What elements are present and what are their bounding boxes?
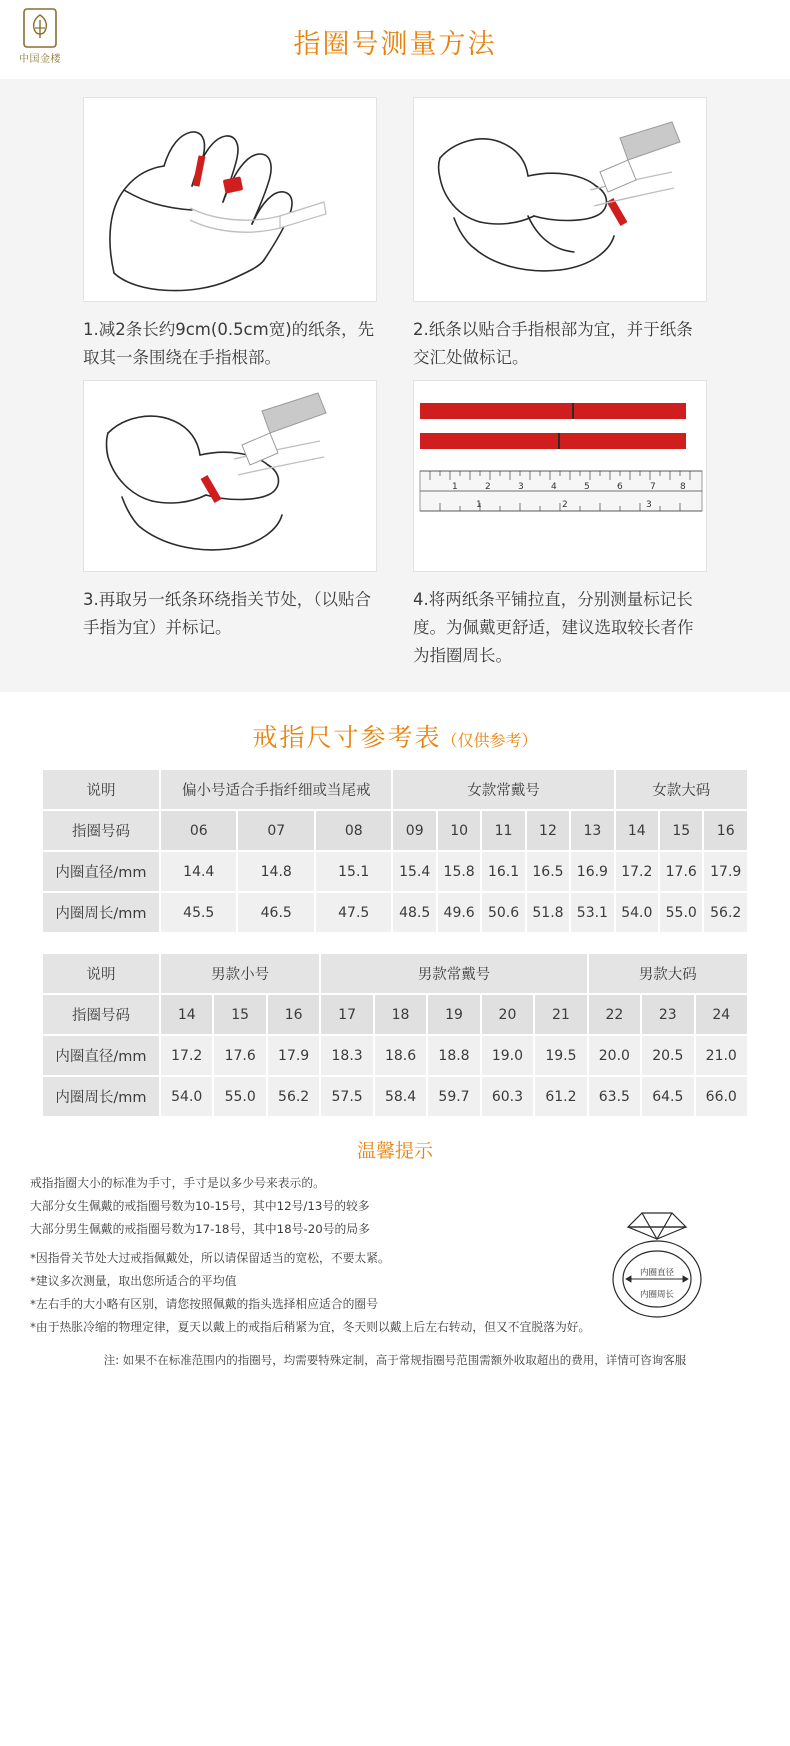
step-4-text: 4.将两纸条平铺拉直，分别测量标记长度。为佩戴更舒适，建议选取较长者作为指圈周长。 [413,590,694,665]
cell: 47.5 [315,892,393,933]
table-row [42,851,748,892]
size-table-title [0,692,790,768]
cell: 48.5 [392,892,436,933]
size-table-title-main: 戒指尺寸参考表 [252,723,442,752]
cell: 10 [437,810,481,851]
tip-line: *建议多次测量，取出您所适合的平均值 [30,1274,237,1288]
women-size-table [41,768,749,934]
cell: 15 [659,810,703,851]
cell: 18.8 [427,1035,480,1076]
cell: 55.0 [213,1076,266,1117]
cell: 59.7 [427,1076,480,1117]
cell: 66.0 [695,1076,748,1117]
cell: 49.6 [437,892,481,933]
table-row [42,1035,748,1076]
cell: 22 [588,994,641,1035]
tip-line: 大部分女生佩戴的戒指圈号数为10-15号，其中12号/13号的较多 [30,1199,370,1213]
svg-text:1: 1 [452,482,458,492]
steps-section [0,79,790,692]
step-3-text: 3.再取另一纸条环绕指关节处，（以贴合手指为宜）并标记。 [83,590,371,637]
footnote: 注: 如果不在标准范围内的指圈号，均需要特殊定制，高于常规指圈号范围需额外收取超出的费用，详情可咨询客服 [103,1353,687,1367]
cell: 16.9 [570,851,614,892]
inner-diameter-label: 内圈直径 [639,1268,675,1278]
cell: 18.6 [374,1035,427,1076]
size-table-title-sub: （仅供参考） [441,731,538,750]
women-table-label-col: 说明 [42,769,160,810]
cell: 17.2 [160,1035,213,1076]
cell: 08 [315,810,393,851]
cell: 20.0 [588,1035,641,1076]
svg-text:4: 4 [551,482,557,492]
cell: 17.6 [213,1035,266,1076]
cell: 17.9 [267,1035,320,1076]
step-3-illustration [83,380,377,572]
cell: 15.8 [437,851,481,892]
cell: 57.5 [320,1076,373,1117]
step-4 [395,380,725,678]
cell: 55.0 [659,892,703,933]
svg-text:2: 2 [562,500,568,510]
cell: 17 [320,994,373,1035]
svg-text:3: 3 [646,500,652,510]
cell: 24 [695,994,748,1035]
cell: 15 [213,994,266,1035]
cell: 16.1 [481,851,525,892]
cell: 20.5 [641,1035,694,1076]
cell: 19.5 [534,1035,587,1076]
step-1 [65,97,395,380]
page-title: 指圈号测量方法 [293,29,497,60]
cell: 14.4 [160,851,237,892]
cell: 14.8 [237,851,314,892]
svg-text:7: 7 [650,482,656,492]
cell: 19 [427,994,480,1035]
cell: 56.2 [267,1076,320,1117]
table-row [42,953,748,994]
cell: 21.0 [695,1035,748,1076]
cell: 46.5 [237,892,314,933]
men-row-0-label: 指圈号码 [42,994,160,1035]
cell: 19.0 [481,1035,534,1076]
step-4-illustration [413,380,707,572]
cell: 64.5 [641,1076,694,1117]
cell: 06 [160,810,237,851]
men-table-label-col: 说明 [42,953,160,994]
table-row [42,994,748,1035]
step-1-illustration [83,97,377,302]
brand-name: 中国金楼 [19,54,61,65]
tip-line: 大部分男生佩戴的戒指圈号数为17-18号，其中18号-20号的局多 [30,1222,370,1236]
table-row [42,810,748,851]
cell: 18.3 [320,1035,373,1076]
cell: 20 [481,994,534,1035]
cell: 58.4 [374,1076,427,1117]
cell: 17.2 [615,851,659,892]
tip-line: *左右手的大小略有区别，请您按照佩戴的指头选择相应适合的圈号 [30,1297,379,1311]
women-group-large: 女款大码 [615,769,748,810]
cell: 13 [570,810,614,851]
women-row-0-label: 指圈号码 [42,810,160,851]
cell: 14 [160,994,213,1035]
women-row-2-label: 内圈周长/mm [42,892,160,933]
svg-text:6: 6 [617,482,623,492]
tip-line: *因指骨关节处大过戒指佩戴处，所以请保留适当的宽松，不要太紧。 [30,1251,390,1265]
cell: 56.2 [703,892,748,933]
cell: 54.0 [615,892,659,933]
men-size-table [41,952,749,1118]
cell: 54.0 [160,1076,213,1117]
cell: 23 [641,994,694,1035]
cell: 17.9 [703,851,748,892]
cell: 15.4 [392,851,436,892]
men-group-large: 男款大码 [588,953,748,994]
cell: 07 [237,810,314,851]
tips-section [30,1173,760,1338]
svg-text:2: 2 [485,482,491,492]
step-2-illustration [413,97,707,302]
table-row [42,892,748,933]
men-row-1-label: 内圈直径/mm [42,1035,160,1076]
tip-line: 戒指指圈大小的标准为手寸，手寸是以多少号来表示的。 [30,1176,325,1190]
cell: 21 [534,994,587,1035]
svg-text:3: 3 [518,482,524,492]
women-group-small: 偏小号适合手指纤细或当尾戒 [160,769,392,810]
cell: 61.2 [534,1076,587,1117]
cell: 63.5 [588,1076,641,1117]
cell: 15.1 [315,851,393,892]
brand-logo [10,8,70,65]
step-1-text: 1.减2条长约9cm(0.5cm宽)的纸条，先取其一条围绕在手指根部。 [83,320,375,367]
svg-text:5: 5 [584,482,590,492]
ring-diagram-icon [576,1209,726,1325]
tip-line: *由于热胀冷缩的物理定律，夏天以戴上的戒指后稍紧为宜，冬天则以戴上后左右转动，但又不宜脱落为好。 [30,1320,591,1334]
women-row-1-label: 内圈直径/mm [42,851,160,892]
cell: 45.5 [160,892,237,933]
cell: 50.6 [481,892,525,933]
cell: 09 [392,810,436,851]
cell: 18 [374,994,427,1035]
men-row-2-label: 内圈周长/mm [42,1076,160,1117]
cell: 51.8 [526,892,570,933]
svg-text:8: 8 [680,482,686,492]
cell: 53.1 [570,892,614,933]
women-group-regular: 女款常戴号 [392,769,614,810]
cell: 16.5 [526,851,570,892]
cell: 11 [481,810,525,851]
step-2 [395,97,725,380]
brand-logo-icon [23,8,57,48]
cell: 16 [703,810,748,851]
inner-circumference-label: 内圈周长 [639,1290,675,1300]
table-row [42,769,748,810]
men-group-small: 男款小号 [160,953,320,994]
step-3 [65,380,395,678]
step-2-text: 2.纸条以贴合手指根部为宜，并于纸条交汇处做标记。 [413,320,693,367]
tips-title: 温馨提示 [356,1140,433,1162]
cell: 12 [526,810,570,851]
cell: 14 [615,810,659,851]
cell: 17.6 [659,851,703,892]
svg-text:1: 1 [476,500,482,510]
cell: 60.3 [481,1076,534,1117]
cell: 16 [267,994,320,1035]
men-group-regular: 男款常戴号 [320,953,587,994]
table-row [42,1076,748,1117]
